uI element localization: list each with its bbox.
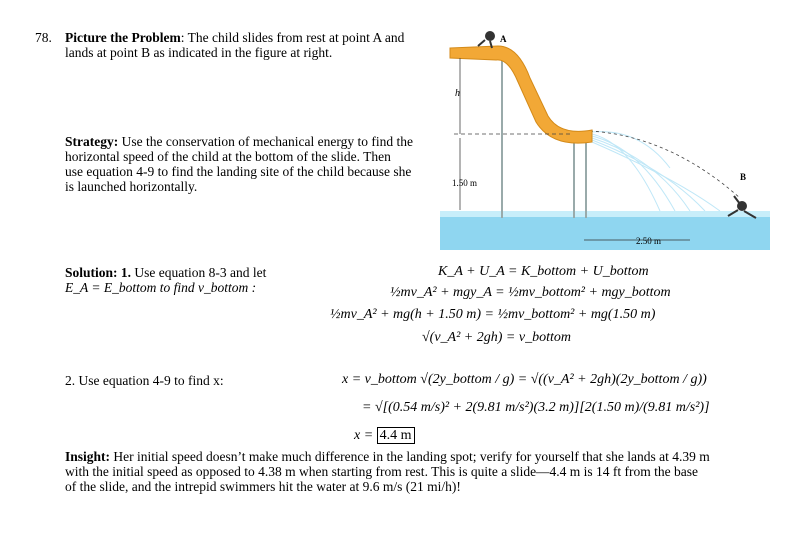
label-b: B bbox=[740, 172, 747, 182]
solution-line-1: Use equation 8-3 and let bbox=[131, 265, 267, 280]
water-slide bbox=[450, 46, 592, 143]
water-spray bbox=[592, 132, 720, 211]
water-surface bbox=[440, 211, 770, 217]
strategy-paragraph bbox=[65, 134, 445, 194]
equation-energy-4: √(v_A² + 2gh) = v_bottom bbox=[422, 330, 571, 345]
solution-step-1 bbox=[65, 265, 325, 295]
problem-text-2: lands at point B as indicated in the figure at right. bbox=[65, 45, 333, 60]
problem-label: Picture the Problem bbox=[65, 30, 181, 45]
solution-line-2: E_A = E_bottom to find v_bottom : bbox=[65, 280, 257, 295]
equation-answer bbox=[354, 428, 415, 444]
strategy-line-2: horizontal speed of the child at the bottom of the slide. Then bbox=[65, 149, 391, 164]
insight-line-2: with the initial speed as opposed to 4.38 m when starting from rest. This is quite a slide—4.4 m is 14 ft from the base bbox=[65, 464, 699, 479]
answer-prefix: x = bbox=[354, 428, 374, 443]
problem-text-1: : The child slides from rest at point A and bbox=[180, 30, 405, 45]
insight-line-1: Her initial speed doesn’t make much difference in the landing spot; verify for yourself that she lands at 4.39 m bbox=[110, 449, 710, 464]
equation-energy-2: ½mv_A² + mgy_A = ½mv_bottom² + mgy_bottom bbox=[390, 285, 671, 300]
label-h: h bbox=[455, 88, 460, 99]
insight-paragraph bbox=[65, 449, 785, 494]
strategy-label: Strategy: bbox=[65, 134, 119, 149]
equation-distance-1: x = v_bottom √(2y_bottom / g) = √((v_A² + 2gh)(2y_bottom / g)) bbox=[342, 372, 707, 387]
strategy-line-1: Use the conservation of mechanical energy to find the bbox=[118, 134, 414, 149]
insight-line-3: of the slide, and the intrepid swimmers hit the water at 9.6 m/s (21 mi/h)! bbox=[65, 479, 461, 494]
equation-energy-1: K_A + U_A = K_bottom + U_bottom bbox=[438, 264, 649, 279]
solution-label: Solution: 1. bbox=[65, 265, 132, 280]
answer-box: 4.4 m bbox=[377, 427, 415, 444]
label-height: 1.50 m bbox=[452, 178, 478, 188]
strategy-line-3: use equation 4-9 to find the landing site of the child because she bbox=[65, 164, 412, 179]
label-distance: 2.50 m bbox=[636, 236, 662, 246]
trajectory-path bbox=[590, 131, 740, 198]
solution-step-2-label: 2. Use equation 4-9 to find x: bbox=[65, 373, 224, 388]
equation-energy-3: ½mv_A² + mg(h + 1.50 m) = ½mv_bottom² + mg(1.50 m) bbox=[330, 307, 656, 322]
child-at-a bbox=[485, 31, 495, 41]
problem-statement bbox=[65, 30, 445, 60]
label-a: A bbox=[500, 34, 507, 44]
insight-label: Insight: bbox=[65, 449, 111, 464]
strategy-line-4: is launched horizontally. bbox=[65, 179, 198, 194]
slide-figure bbox=[440, 18, 770, 250]
problem-number: 78. bbox=[35, 30, 52, 45]
equation-distance-2: = √[(0.54 m/s)² + 2(9.81 m/s²)(3.2 m)][2(1.50 m)/(9.81 m/s²)] bbox=[362, 400, 710, 415]
